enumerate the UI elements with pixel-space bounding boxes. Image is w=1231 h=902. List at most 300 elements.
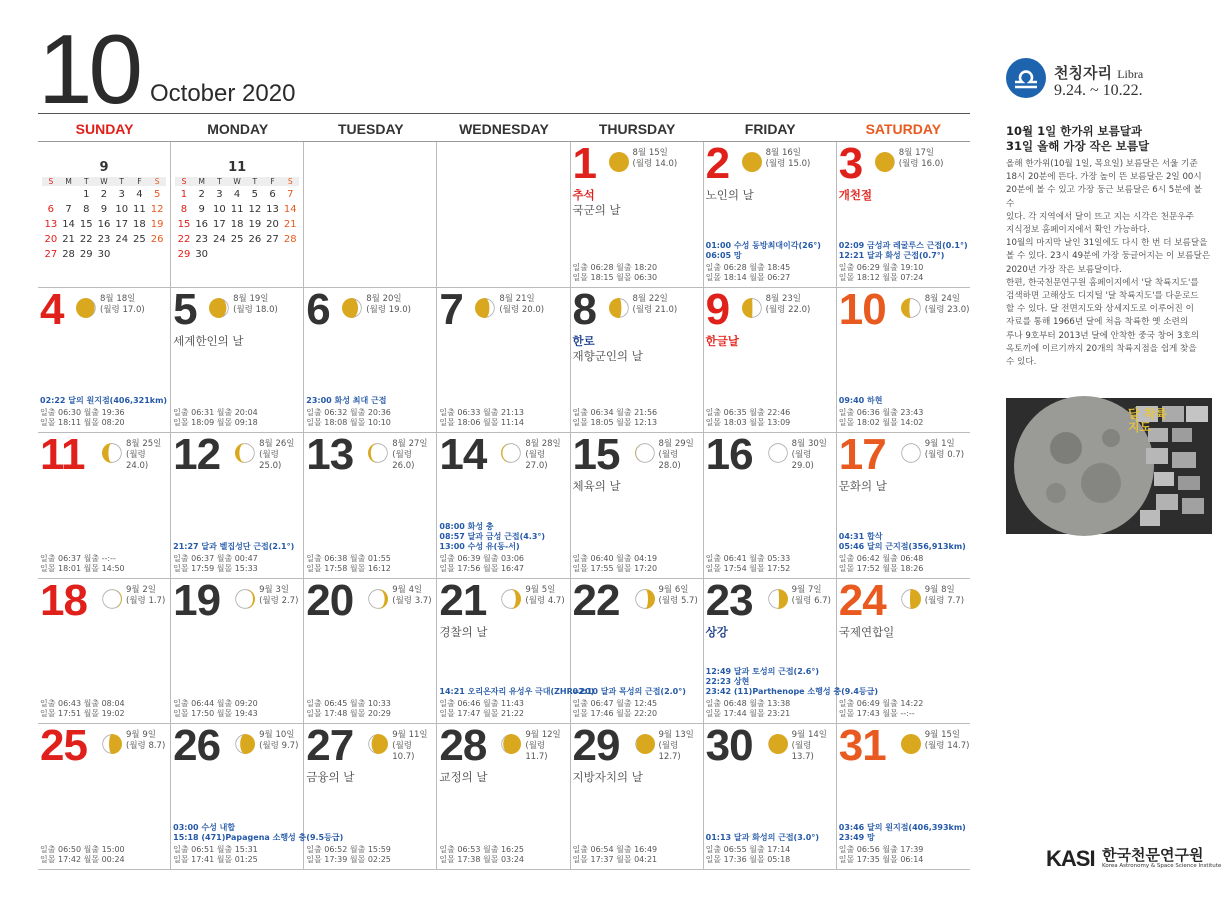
- moon-phase-icon: [875, 152, 895, 172]
- mini-day: [246, 249, 264, 260]
- mini-day: 18: [230, 219, 244, 230]
- lunar-date-line: 9월 9일: [126, 730, 156, 741]
- rise-set-line: 일몰 18:12 월몰 07:24: [838, 272, 924, 282]
- lunar-date-line: 8월 16일: [765, 148, 801, 158]
- astronomy-events: [173, 542, 294, 552]
- rise-set-line: 일출 06:34 월출 21:56: [572, 408, 658, 418]
- lunar-date-line: (월령 22.0): [765, 304, 811, 315]
- mini-day: 9: [100, 204, 108, 215]
- lunar-date: [633, 148, 678, 170]
- day-number: 29: [572, 721, 620, 771]
- moon-phase-icon: [102, 734, 122, 754]
- day-number: 26: [173, 721, 221, 771]
- rise-set-line: 일출 06:49 월출 14:22: [838, 699, 924, 709]
- lunar-date-line: (월령 12.7): [658, 741, 681, 763]
- mini-day: 28: [62, 249, 75, 260]
- day-cell: [38, 284, 171, 434]
- day-number: 11: [40, 430, 85, 480]
- day-events: [439, 770, 487, 785]
- lunar-date-line: (월령 27.0): [525, 450, 548, 472]
- mini-day: 20: [266, 219, 279, 230]
- lunar-date: [100, 294, 145, 316]
- moon-phase-icon: [235, 734, 255, 754]
- day-cell: [38, 575, 171, 725]
- mini-day: [60, 189, 78, 200]
- lunar-date: [525, 439, 569, 472]
- rise-set-line: 일출 06:31 월출 20:04: [173, 408, 258, 418]
- day-cell: [837, 721, 970, 870]
- lunar-date-line: 9월 15일: [924, 730, 961, 741]
- day-cell: [437, 284, 570, 434]
- lunar-date: [659, 585, 698, 607]
- astronomy-events: [706, 241, 821, 261]
- moon-phase-icon: [609, 298, 629, 318]
- libra-icon: [1006, 58, 1046, 98]
- rise-set-times: [439, 845, 524, 865]
- rise-set-line: 일출 06:44 월출 09:20: [173, 699, 258, 709]
- lunar-date-line: (월령 11.7): [525, 741, 548, 763]
- mini-calendar-days: [175, 189, 299, 260]
- moon-phase-icon: [475, 298, 495, 318]
- lunar-date: [366, 294, 411, 316]
- rise-set-times: [40, 699, 125, 719]
- day-cell: [437, 721, 570, 870]
- astronomy-event: 01:00 수성 동방최대이각(26°): [705, 240, 821, 250]
- day-number: 30: [705, 721, 753, 771]
- lunar-date-line: 8월 26일: [259, 439, 295, 450]
- constellation-name-en: Libra: [1117, 67, 1144, 81]
- rise-set-line: 일출 06:38 월출 01:55: [306, 553, 391, 563]
- mini-day: 27: [44, 249, 58, 260]
- rise-set-times: [173, 845, 258, 865]
- weekday-thursday: THURSDAY: [598, 121, 676, 137]
- mini-weekday: T: [217, 177, 222, 186]
- lunar-date: [659, 439, 703, 472]
- rise-set-line: 일출 06:48 월출 13:38: [705, 699, 791, 709]
- rise-set-times: [706, 263, 791, 283]
- lunar-date: [126, 439, 170, 472]
- mini-weekday: F: [137, 177, 142, 186]
- lunar-date: [766, 294, 811, 316]
- lunar-date: [392, 730, 436, 763]
- day-cell: [571, 430, 704, 579]
- day-cell: [38, 430, 171, 579]
- article-line: 수 있다.: [1006, 357, 1037, 368]
- rise-set-times: [839, 845, 924, 865]
- rise-set-line: 일몰 18:11 월몰 08:20: [40, 418, 125, 428]
- rise-set-times: [839, 408, 924, 428]
- moon-phase-icon: [368, 734, 388, 754]
- mini-day: 24: [213, 234, 226, 245]
- rise-set-times: [306, 699, 391, 719]
- lunar-date: [925, 585, 964, 607]
- mini-day: 17: [115, 219, 129, 230]
- day-number: 2: [705, 139, 730, 188]
- lunar-date-line: (월령 24.0): [126, 450, 149, 472]
- rise-set-line: 일몰 17:41 월몰 01:25: [173, 854, 258, 864]
- day-number: 7: [439, 284, 463, 334]
- lunar-date-line: 8월 25일: [126, 439, 162, 450]
- day-number: 22: [572, 575, 620, 625]
- moon-phase-icon: [102, 589, 122, 609]
- article-line: 지식정보 홈페이지에서 확인 가능하다.: [1006, 225, 1150, 236]
- lunar-date: [126, 585, 165, 607]
- rise-set-line: 일몰 17:58 월몰 16:12: [306, 563, 391, 573]
- moon-phase-icon: [635, 443, 655, 463]
- lunar-date-line: (월령 25.0): [259, 450, 282, 472]
- rise-set-line: 일몰 17:36 월몰 05:18: [705, 854, 791, 864]
- logo-korean: 한국천문연구원: [1102, 846, 1204, 864]
- calendar: [38, 116, 970, 870]
- lunar-date-line: 8월 22일: [632, 293, 668, 304]
- mini-day: 16: [195, 219, 209, 230]
- day-number: 14: [439, 430, 487, 480]
- rise-set-line: 일몰 17:54 월몰 17:52: [705, 563, 791, 573]
- moon-phase-icon: [609, 152, 629, 172]
- rise-set-times: [306, 554, 391, 574]
- day-cell: [304, 575, 437, 725]
- constellation-name-ko: 천칭자리: [1054, 64, 1112, 82]
- rise-set-line: 일몰 17:52 월몰 18:26: [838, 563, 924, 573]
- astronomy-events: [839, 241, 968, 261]
- mini-day: [148, 249, 166, 260]
- lunar-date-line: (월령 19.0): [366, 304, 411, 315]
- weekday-monday: MONDAY: [207, 121, 269, 137]
- day-cell: [704, 139, 837, 288]
- lunar-date-line: 8월 19일: [233, 293, 269, 304]
- mini-day: [42, 189, 60, 200]
- mini-day: 22: [177, 234, 191, 245]
- mini-day: 25: [230, 234, 244, 245]
- mini-day: [228, 249, 246, 260]
- day-cell: [171, 430, 304, 579]
- astronomy-events: [839, 532, 966, 552]
- mini-day: 16: [97, 219, 111, 230]
- rise-set-line: 일몰 17:35 월몰 06:14: [838, 854, 924, 864]
- day-events: [573, 770, 643, 785]
- article-line: 20분에 볼 수 있고 가장 둥근 보름달은 6시 5분에 볼 수: [1006, 185, 1202, 209]
- mini-day: 19: [248, 219, 262, 230]
- mini-day: [281, 249, 299, 260]
- mini-day: 24: [115, 234, 129, 245]
- lunar-date-line: 9월 4일: [392, 584, 423, 595]
- mini-weekday: S: [181, 177, 187, 186]
- day-cell: [837, 139, 970, 288]
- lunar-date-line: (월령 26.0): [392, 450, 415, 472]
- lunar-date-line: (월령 4.7): [525, 595, 565, 606]
- day-events: [573, 479, 621, 494]
- astronomy-event: 04:31 합삭: [838, 531, 883, 541]
- lunar-date-line: 8월 24일: [924, 293, 961, 304]
- lunar-date: [525, 585, 564, 607]
- calendar-header: [38, 14, 970, 124]
- event-label: 세계한인의 날: [173, 333, 244, 348]
- lunar-date: [633, 294, 678, 316]
- rise-set-line: 일몰 17:46 월몰 22:20: [572, 709, 658, 719]
- astronomy-event: 02:22 달의 원지점(406,321km): [40, 396, 168, 406]
- day-number: 4: [40, 284, 64, 334]
- rise-set-line: 일출 06:53 월출 16:25: [439, 844, 525, 854]
- day-number: 16: [705, 430, 753, 480]
- lunar-date-line: 8월 15일: [632, 148, 668, 158]
- day-cell: [704, 284, 837, 434]
- moon-phase-icon: [635, 734, 655, 754]
- lunar-date-line: (월령 28.0): [658, 450, 681, 472]
- mini-day: 12: [248, 204, 262, 215]
- mini-day: 20: [44, 234, 58, 245]
- logo-english: Korea Astronomy & Space Science Institute: [1102, 863, 1222, 869]
- astronomy-event: 12:49 달과 토성의 근접(2.6°): [705, 667, 820, 677]
- lunar-date-line: 9월 12일: [525, 730, 561, 741]
- mini-calendar-days: [42, 189, 166, 260]
- article-line: 자료를 통해 1966년 달에 처음 착륙한 옛 소련의: [1006, 317, 1189, 328]
- astronomy-event: 05:46 달의 근지점(356,913km): [838, 541, 966, 551]
- rise-set-line: 일출 06:36 월출 23:43: [838, 408, 924, 418]
- rise-set-times: [40, 408, 125, 428]
- rise-set-line: 일몰 17:39 월몰 02:25: [306, 854, 391, 864]
- mini-day: 18: [133, 219, 146, 230]
- lunar-date-line: (월령 20.0): [499, 304, 545, 315]
- rise-set-line: 일출 06:47 월출 12:45: [572, 699, 658, 709]
- day-number: 17: [838, 430, 886, 480]
- moon-phase-icon: [235, 443, 255, 463]
- astronomy-events: [306, 396, 386, 406]
- lunar-date-line: (월령 21.0): [632, 304, 678, 315]
- moon-phase-icon: [501, 443, 521, 463]
- lunar-date-line: 9월 8일: [924, 584, 955, 595]
- day-number: 27: [306, 721, 354, 771]
- rise-set-line: 일몰 18:05 월몰 12:13: [572, 418, 658, 428]
- astronomy-event: 03:46 달의 원지점(406,393km): [838, 822, 966, 832]
- article-line: 옥토끼에 이르기까지 20개의 착륙지점을 쉽게 찾을: [1006, 343, 1197, 354]
- rise-set-line: 일몰 17:47 월몰 21:22: [439, 709, 525, 719]
- mini-weekday: S: [154, 177, 160, 186]
- day-events: [839, 188, 872, 203]
- event-label: 국제연합일: [838, 624, 895, 639]
- rise-set-line: 일몰 17:55 월몰 17:20: [572, 563, 658, 573]
- astronomy-event: 15:18 (471)Papagena 소행성 충(9.5등급): [173, 832, 344, 842]
- rise-set-times: [573, 699, 658, 719]
- day-events: [839, 479, 887, 494]
- event-label: 재향군인의 날: [572, 348, 643, 363]
- day-cell: [837, 430, 970, 579]
- lunar-date-line: 8월 20일: [366, 293, 402, 304]
- day-events: [439, 625, 487, 640]
- lunar-date-line: (월령 29.0): [791, 450, 814, 472]
- constellation-dates: 9.24. ~ 10.22.: [1054, 82, 1143, 99]
- lunar-date-line: 9월 7일: [791, 584, 822, 595]
- kasi-logo: [1046, 842, 1222, 878]
- day-number: 19: [173, 575, 221, 625]
- rise-set-times: [839, 554, 924, 574]
- lunar-date: [792, 585, 831, 607]
- rise-set-times: [706, 845, 791, 865]
- event-label: 국군의 날: [572, 203, 621, 217]
- lunar-date-line: 8월 21일: [499, 293, 535, 304]
- day-number: 31: [838, 721, 886, 771]
- rise-set-line: 일출 06:39 월출 03:06: [439, 553, 525, 563]
- lunar-date-line: (월령 14.7): [924, 741, 970, 752]
- month-number: 10: [38, 14, 140, 124]
- day-cell: [304, 284, 437, 434]
- mini-day: 10: [115, 204, 129, 215]
- article-line: 검색하면 고해상도 디지털 '달 착륙지도'를 다운로드: [1006, 291, 1199, 302]
- day-cell: [437, 575, 595, 725]
- lunar-date-line: 8월 23일: [765, 293, 801, 304]
- lunar-date: [126, 730, 165, 752]
- astronomy-event: 08:00 화성 충: [439, 521, 494, 531]
- lunar-date: [233, 294, 278, 316]
- mini-day: 7: [65, 204, 72, 215]
- day-number: 3: [838, 139, 863, 188]
- mini-calendar-title: 11: [228, 160, 247, 175]
- rise-set-line: 일몰 18:09 월몰 09:18: [173, 418, 258, 428]
- mini-day: 7: [287, 189, 294, 200]
- day-number: 23: [705, 575, 753, 625]
- rise-set-line: 일출 06:35 월출 22:46: [705, 408, 791, 418]
- day-cell: [571, 139, 704, 288]
- astronomy-event: 08:57 달과 금성 근접(4.3°): [439, 531, 546, 541]
- day-number: 8: [572, 284, 596, 334]
- lunar-date-line: 9월 1일: [924, 439, 955, 450]
- rise-set-line: 일몰 18:02 월몰 14:02: [838, 418, 924, 428]
- day-number: 6: [306, 284, 330, 334]
- rise-set-line: 일출 06:29 월출 19:10: [838, 262, 924, 272]
- lunar-date-line: 8월 29일: [658, 439, 694, 450]
- rise-set-line: 일출 06:52 월출 15:59: [306, 844, 391, 854]
- mini-day: 1: [83, 189, 90, 200]
- astronomy-event: 23:49 망: [838, 832, 875, 842]
- empty-day-cell: [304, 142, 437, 288]
- day-events: [573, 188, 621, 218]
- mini-day: 6: [269, 189, 276, 200]
- lunar-date-line: 9월 3일: [259, 584, 290, 595]
- rise-set-times: [573, 263, 658, 283]
- mini-day: 29: [79, 249, 93, 260]
- day-cell: [38, 721, 171, 870]
- mini-calendar: [175, 160, 299, 260]
- lunar-date: [259, 439, 303, 472]
- lunar-date: [392, 585, 431, 607]
- astronomy-events: [439, 522, 545, 552]
- lunar-date-line: 8월 27일: [392, 439, 428, 450]
- article-line: 볼 수 있다. 23시 49분에 가장 둥글어지는 이 보름달은: [1006, 251, 1211, 262]
- rise-set-line: 일출 06:32 월출 20:36: [306, 408, 391, 418]
- moon-phase-icon: [368, 589, 388, 609]
- mini-day: 9: [198, 204, 205, 215]
- day-number: 20: [306, 575, 354, 625]
- mini-day: 27: [266, 234, 279, 245]
- lunar-date-line: (월령 8.7): [126, 741, 166, 752]
- astronomy-event: 21:27 달과 벨집성단 근접(2.1°): [173, 541, 295, 551]
- mini-day: 26: [150, 234, 164, 245]
- moon-phase-icon: [768, 443, 788, 463]
- lunar-date-line: (월령 15.0): [765, 159, 811, 169]
- event-label: 노인의 날: [705, 188, 754, 202]
- moon-phase-icon: [742, 298, 762, 318]
- rise-set-line: 일출 06:33 월출 21:13: [439, 408, 525, 418]
- astronomy-event: 23:42 (11)Parthenope 소행성 충(9.4등급): [705, 687, 879, 697]
- rise-set-line: 일몰 17:56 월몰 16:47: [439, 563, 525, 573]
- rise-set-times: [839, 263, 924, 283]
- astronomy-events: [839, 823, 966, 843]
- day-number: 18: [40, 575, 87, 625]
- moon-phase-icon: [342, 298, 362, 318]
- mini-weekday: S: [48, 177, 54, 186]
- rise-set-times: [173, 699, 258, 719]
- rise-set-times: [40, 554, 125, 574]
- mini-day: 10: [213, 204, 226, 215]
- moon-phase-icon: [901, 298, 921, 318]
- rise-set-line: 일출 06:28 월출 18:45: [705, 262, 791, 272]
- article-line: 올해 한가위(10월 1일, 목요일) 보름달은 서울 기준: [1006, 159, 1198, 169]
- day-cell: [571, 284, 704, 434]
- rise-set-times: [439, 699, 524, 719]
- article-line: 2020년 가장 작은 보름달이다.: [1006, 264, 1122, 275]
- moon-phase-icon: [501, 589, 521, 609]
- rise-set-times: [306, 408, 391, 428]
- mini-day: 6: [47, 204, 55, 215]
- lunar-date-line: 8월 17일: [898, 148, 935, 158]
- rise-set-line: 일출 06:30 월출 19:36: [40, 408, 125, 418]
- mini-weekday: W: [233, 177, 241, 186]
- lunar-date: [925, 439, 964, 461]
- mini-day: 13: [266, 204, 279, 215]
- rise-set-line: 일몰 17:50 월몰 19:43: [173, 709, 258, 719]
- astronomy-event: 06:05 망: [705, 250, 742, 260]
- mini-weekday: S: [287, 177, 293, 186]
- astronomy-event: 01:13 달과 화성의 근접(3.0°): [705, 832, 820, 842]
- article-body: [1006, 158, 1212, 369]
- astronomy-event: 23:00 화성 최대 근접: [306, 396, 387, 406]
- article-line: 할 수 있다. 달 전면지도와 상세지도로 이루어진 이: [1006, 304, 1194, 315]
- rise-set-line: 일출 06:42 월출 06:48: [838, 553, 924, 563]
- day-number: 1: [572, 139, 596, 188]
- day-number: 13: [306, 430, 354, 480]
- day-events: [173, 334, 243, 349]
- rise-set-line: 일출 06:28 월출 18:20: [572, 262, 658, 272]
- event-label: 금융의 날: [306, 770, 355, 785]
- day-cell: [704, 721, 837, 870]
- day-number: 24: [838, 575, 886, 625]
- moon-phase-icon: [901, 443, 921, 463]
- mini-weekday: T: [83, 177, 89, 186]
- mini-day: 13: [44, 219, 58, 230]
- astronomy-events: [706, 833, 819, 843]
- weekday-tuesday: TUESDAY: [338, 121, 404, 137]
- logo-mark: KASI: [1046, 846, 1095, 871]
- astronomy-event: 09:40 하현: [838, 396, 883, 406]
- rise-set-line: 일몰 17:43 월몰 --:--: [838, 709, 915, 719]
- mini-day: 23: [97, 234, 111, 245]
- day-cell: [171, 575, 304, 725]
- mini-day: 8: [83, 204, 90, 215]
- rise-set-times: [573, 554, 658, 574]
- mini-day: 14: [283, 204, 297, 215]
- day-cell: [437, 430, 570, 579]
- astronomy-event: 02:10 달과 목성의 근접(2.0°): [572, 687, 686, 697]
- mini-calendar: [42, 160, 166, 260]
- article-line: 10월의 마지막 날인 31일에도 다시 한 번 더 보름달을: [1006, 238, 1208, 249]
- article-line: 루나 9호부터 2013년 달에 안착한 중국 창어 3호의: [1006, 330, 1200, 341]
- event-label: 지방자치의 날: [572, 770, 643, 785]
- mini-day: 25: [133, 234, 146, 245]
- lunar-date-line: 9월 5일: [525, 584, 556, 595]
- rise-set-times: [706, 408, 791, 428]
- weekday-friday: FRIDAY: [744, 121, 796, 137]
- mini-day: 8: [180, 204, 188, 215]
- mini-day: 30: [195, 249, 209, 260]
